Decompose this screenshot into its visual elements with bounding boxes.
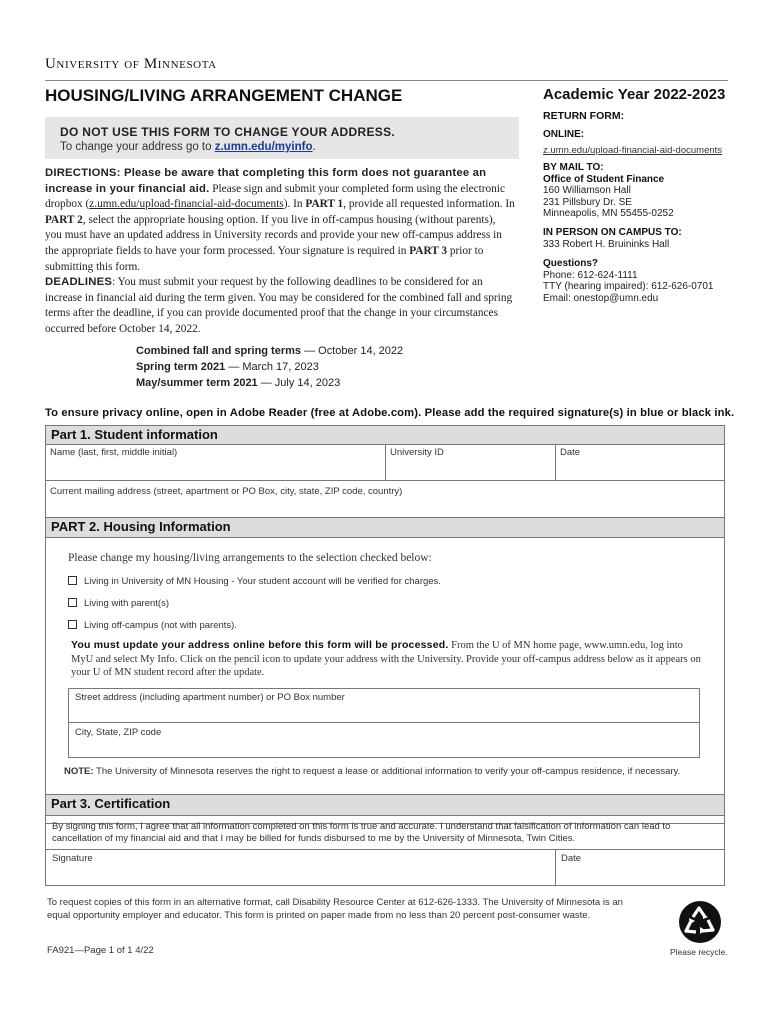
mail-block xyxy=(543,162,674,220)
directions-part1: PART 1 xyxy=(305,198,344,211)
city-state-zip-field[interactable]: City, State, ZIP code xyxy=(68,722,700,758)
update-body: From the U of MN home page, www.umn.edu, log into MyU and select My Info. Click on the pencil icon to update your address with the University. Provide your off-campus address below as it appears on your U of MN student record after the update. xyxy=(71,640,701,679)
name-field[interactable]: Name (last, first, middle initial) xyxy=(45,444,386,481)
mail-line: Minneapolis, MN 55455-0252 xyxy=(543,208,674,219)
signature-field[interactable]: Signature xyxy=(45,849,556,886)
deadlines-text: : You must submit your request by the following deadlines to be considered for an increase in financial aid during the term given. You may be considered for the combined fall and spring terms after the deadline, if you can provide documented proof that the change in your circumstances occurred before October 14, 2022. xyxy=(45,276,513,335)
update-address-instructions xyxy=(71,639,707,680)
university-id-field[interactable]: University ID xyxy=(385,444,556,481)
online-label: ONLINE: xyxy=(543,129,585,140)
warning-suffix: . xyxy=(312,141,316,153)
email-address: Email: onestop@umn.edu xyxy=(543,292,659,304)
directions-text-2: ). In xyxy=(283,198,306,211)
certification-text: By signing this form, I agree that all information completed on this form is true and accurate. I understand that falsification of information can lead to cancellation of my financial aid and that I may be billed for funds disbursed to me by the University of Minnesota, Twin Cities. xyxy=(52,821,671,845)
warning-text xyxy=(60,141,519,153)
questions-label: Questions? xyxy=(543,258,599,269)
directions-text-3: , provide all requested information. In xyxy=(343,198,515,211)
signature-date-field[interactable]: Date xyxy=(555,849,725,886)
recycle-icon-svg xyxy=(678,900,722,944)
part1-heading: Part 1. Student information xyxy=(45,425,725,445)
deadline-item xyxy=(136,359,403,375)
recycle-icon xyxy=(678,900,722,944)
option-label: Living in University of MN Housing - Your student account will be verified for charges. xyxy=(84,576,441,587)
note-body: The University of Minnesota reserves the right to request a lease or additional information to verify your off-campus residence, if necessary. xyxy=(93,766,681,777)
recycle-label: Please recycle. xyxy=(670,947,728,957)
mail-office: Office of Student Finance xyxy=(543,173,665,185)
deadline-date: — March 17, 2023 xyxy=(225,361,319,373)
directions-lead: DIRECTIONS: Please be aware that completing this form does not guarantee an increase in your financial aid. xyxy=(45,167,487,195)
part3-heading: Part 3. Certification xyxy=(46,795,724,816)
directions-part3: PART 3 xyxy=(409,244,448,257)
deadline-term: Combined fall and spring terms xyxy=(136,345,302,357)
online-upload-link[interactable]: z.umn.edu/upload-financial-aid-documents xyxy=(543,145,723,156)
part2-heading: PART 2. Housing Information xyxy=(46,518,724,538)
header-rule xyxy=(45,80,728,81)
university-wordmark: University of Minnesota xyxy=(45,56,217,72)
deadline-date: — July 14, 2023 xyxy=(257,377,341,389)
option-label: Living off-campus (not with parents). xyxy=(84,620,237,631)
myinfo-link[interactable]: z.umn.edu/myinfo xyxy=(214,141,313,153)
return-form-heading: RETURN FORM: xyxy=(543,110,625,122)
mailing-address-field[interactable]: Current mailing address (street, apartment or PO Box, city, state, ZIP code, country) xyxy=(45,480,725,518)
street-address-field[interactable]: Street address (including apartment number) or PO Box number xyxy=(68,688,700,723)
footer-text: To request copies of this form in an alternative format, call Disability Resource Center at 612-626-1333. The University of Minnesota is an equal opportunity employer and educator. This form is printed on paper made from no less than 20 percent post-consumer waste. xyxy=(47,897,623,921)
campus-address: 333 Robert H. Bruininks Hall xyxy=(543,238,670,250)
note-lead: NOTE: xyxy=(64,766,94,777)
directions-text-1: Please sign and submit your completed form using the electronic dropbox ( xyxy=(45,182,505,211)
deadlines-lead: DEADLINES xyxy=(45,276,113,288)
date-field[interactable]: Date xyxy=(555,444,725,481)
academic-year: Academic Year 2022-2023 xyxy=(543,86,726,103)
deadline-list xyxy=(136,343,403,391)
warning-heading: DO NOT USE THIS FORM TO CHANGE YOUR ADDRESS. xyxy=(60,125,396,139)
option-university-housing[interactable] xyxy=(68,576,441,587)
phone-number: Phone: 612-624-1111 xyxy=(543,269,638,281)
deadlines-paragraph xyxy=(45,275,515,337)
warning-prefix: To change your address go to xyxy=(60,141,215,153)
update-lead: You must update your address online before this form will be processed. xyxy=(71,639,449,651)
directions-text-5: prior to submitting this form. xyxy=(45,244,484,273)
deadline-date: — October 14, 2022 xyxy=(301,345,404,357)
directions-text-4: , select the appropriate housing option. If you live in off-campus housing (without parents), you must have an updated address in University records and provide your new off-campus address in the appropriate fields to have your form processed. Your signature is required in xyxy=(45,213,502,257)
dropbox-link[interactable]: z.umn.edu/upload-financial-aid-documents xyxy=(89,198,284,211)
deadline-item xyxy=(136,375,403,391)
privacy-note: To ensure privacy online, open in Adobe Reader (free at Adobe.com). Please add the required signature(s) in blue or black ink. xyxy=(45,407,735,419)
part2-intro: Please change my housing/living arrangements to the selection checked below: xyxy=(68,552,432,564)
campus-label: IN PERSON ON CAMPUS TO: xyxy=(543,227,682,238)
checkbox[interactable] xyxy=(68,620,77,629)
deadline-term: May/summer term 2021 xyxy=(136,377,258,389)
checkbox[interactable] xyxy=(68,598,77,607)
mail-line: 231 Pillsbury Dr. SE xyxy=(543,196,632,208)
directions-paragraph xyxy=(45,166,515,275)
deadline-item xyxy=(136,343,403,359)
tty-number: TTY (hearing impaired): 612-626-0701 xyxy=(543,281,714,292)
option-with-parents[interactable] xyxy=(68,598,169,609)
mail-label: BY MAIL TO: xyxy=(543,162,604,173)
option-off-campus[interactable] xyxy=(68,620,237,631)
form-title: HOUSING/LIVING ARRANGEMENT CHANGE xyxy=(45,86,403,105)
questions-block xyxy=(543,258,713,304)
checkbox[interactable] xyxy=(68,576,77,585)
form-id: FA921—Page 1 of 1 4/22 xyxy=(47,945,154,956)
part2-note xyxy=(64,766,714,778)
warning-box xyxy=(45,117,519,159)
mail-line: 160 Williamson Hall xyxy=(543,185,631,196)
directions-part2: PART 2 xyxy=(45,213,83,226)
campus-block xyxy=(543,227,682,250)
option-label: Living with parent(s) xyxy=(84,598,170,609)
deadline-term: Spring term 2021 xyxy=(136,361,226,373)
